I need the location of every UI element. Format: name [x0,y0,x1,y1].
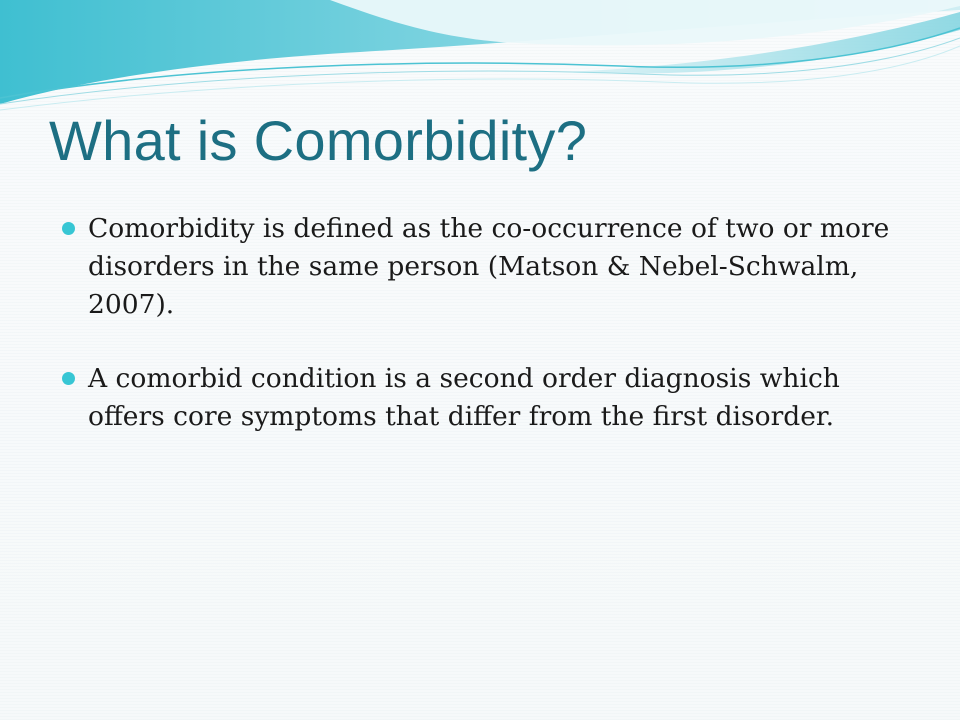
bullet-item [62,360,902,436]
slide-title: What is Comorbidity? [49,109,588,172]
bullet-text: A comorbid condition is a second order diagnosis which offers core symptoms that differ from the first disorder. [88,363,840,432]
bullet-dot-icon [62,222,75,235]
bullet-list [62,210,902,472]
bullet-dot-icon [62,372,75,385]
bullet-text: Comorbidity is defined as the co-occurrence of two or more disorders in the same person (Matson & Nebel-Schwalm, 2007). [88,213,890,320]
bullet-item [62,210,902,324]
header-wave-decoration [0,0,960,120]
